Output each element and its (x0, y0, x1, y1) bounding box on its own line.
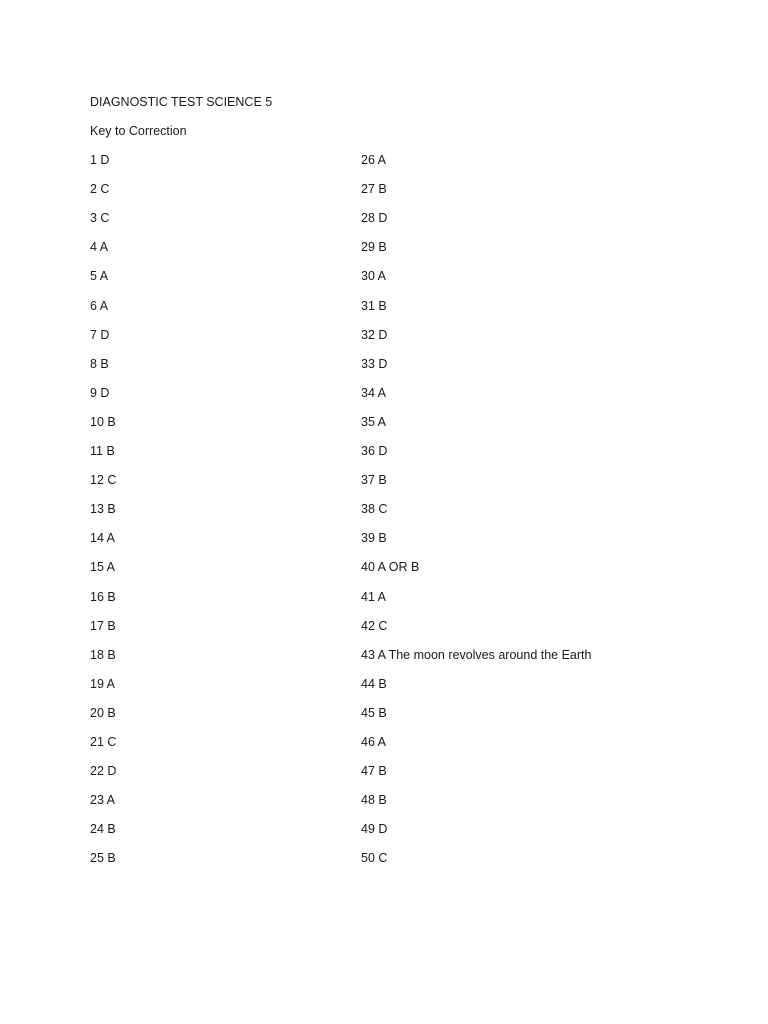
answer-left-item: 3 C (90, 211, 110, 226)
answer-right-item: 50 C (361, 851, 388, 866)
answer-left-item: 17 B (90, 618, 116, 633)
answer-left-item: 12 C (90, 473, 117, 488)
answer-right-item: 42 C (361, 618, 388, 633)
answer-right-item: 34 A (361, 385, 387, 400)
answer-right-item: 33 D (361, 356, 388, 371)
answer-left-item: 13 B (90, 502, 116, 517)
answer-right-item: 40 A OR B (361, 560, 420, 575)
answer-left-item: 8 B (90, 356, 109, 371)
answer-left-item: 18 B (90, 647, 116, 662)
answer-right-item: 26 A (361, 153, 387, 167)
answer-left-item: 24 B (90, 822, 116, 837)
answer-right-item: 47 B (361, 764, 387, 779)
answer-right-item: 27 B (361, 182, 387, 197)
answer-left-item: 20 B (90, 705, 116, 720)
answer-right-item: 44 B (361, 676, 387, 691)
answer-left-item: 5 A (90, 269, 109, 284)
answer-right-item: 49 D (361, 822, 388, 837)
answer-right-item: 41 A (361, 589, 387, 604)
answer-right-item: 46 A (361, 735, 387, 749)
answer-left-item: 2 C (90, 182, 110, 197)
answer-left-item: 9 D (90, 385, 110, 400)
answer-left-item: 10 B (90, 414, 116, 429)
answer-right-item: 39 B (361, 531, 387, 546)
answer-left-item: 4 A (90, 240, 109, 255)
answer-left-item: 23 A (90, 793, 116, 808)
answer-right-item: 38 C (361, 502, 388, 517)
answer-right-item: 45 B (361, 705, 387, 720)
answer-left-item: 25 B (90, 851, 116, 866)
answer-left-item: 16 B (90, 589, 116, 604)
answer-left-item: 14 A (90, 531, 116, 546)
answer-left-item: 21 C (90, 735, 117, 749)
answer-left-item: 1 D (90, 153, 110, 167)
answer-right-item: 36 D (361, 444, 388, 458)
document-subtitle: Key to Correction (90, 124, 187, 138)
answer-right-item: 29 B (361, 240, 387, 255)
answer-left-item: 11 B (90, 444, 115, 458)
answer-left-item: 22 D (90, 764, 117, 779)
answer-right-item: 28 D (361, 211, 388, 226)
answer-right-item: 37 B (361, 473, 387, 488)
answer-right-item: 43 A The moon revolves around the Earth (361, 647, 592, 662)
answer-right-item: 32 D (361, 327, 388, 342)
document-title: DIAGNOSTIC TEST SCIENCE 5 (90, 95, 273, 109)
answer-left-item: 19 A (90, 676, 116, 691)
answer-left-item: 7 D (90, 327, 110, 342)
answer-right-item: 31 B (361, 298, 387, 313)
answer-left-item: 15 A (90, 560, 116, 575)
answer-right-item: 30 A (361, 269, 387, 284)
answer-right-item: 35 A (361, 414, 387, 429)
answer-left-item: 6 A (90, 298, 109, 313)
answer-right-item: 48 B (361, 793, 387, 808)
